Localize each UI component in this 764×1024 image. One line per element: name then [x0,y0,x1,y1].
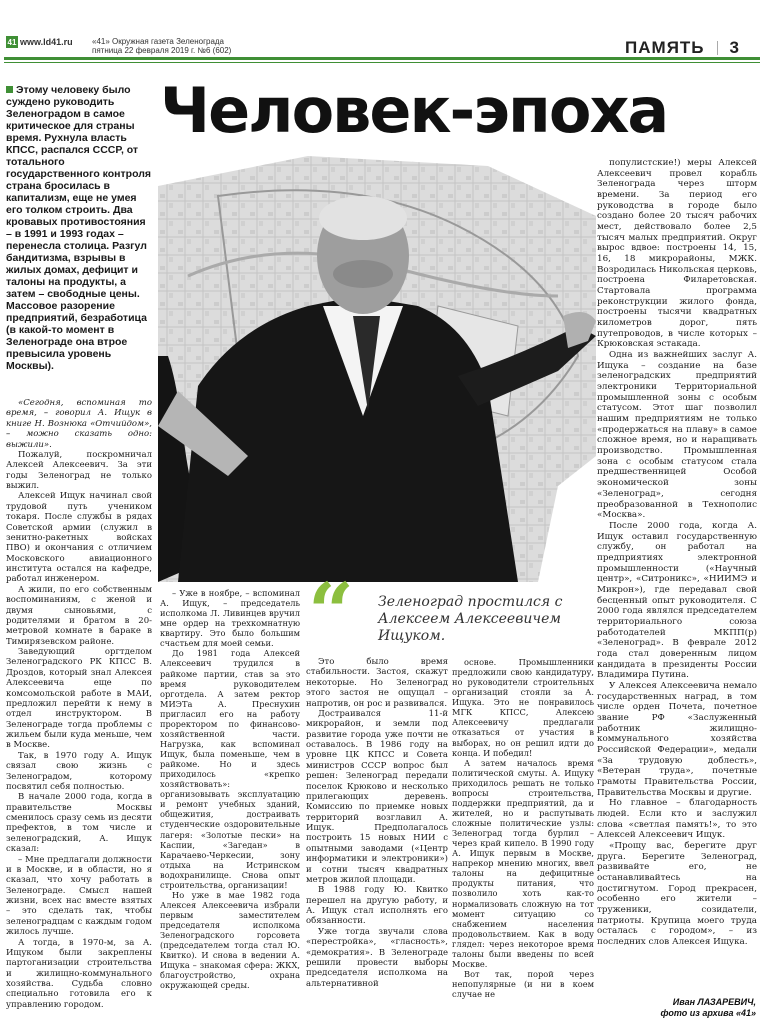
header-rule [4,57,760,60]
lead-text: Этому человеку было суждено руководить Зеленоградом в самое критическое для страны время. Рухнула власть КПСС, распался СССР, от тотального государственного контроля страна бросилась в капитализм, еще не умея его толком строить. Два кровавых противостояния – в 1991 и 1993 годах – перенесла столица. Разгул бандитизма, взрывы в жилых домах, дефицит и талоны на продукты, а затем – свободные цены. Массовое разорение предприятий, безработица (в какой-то момент в Зеленограде она втрое превысила уровень Москвы). [6,84,152,372]
site-link[interactable] [6,36,73,48]
section-divider [717,41,718,55]
paragraph: После 2000 года, когда А. Ищук оставил государственную службу, он работал на предприятиях электронной промышленности («Научный центр», «Ситроникс», «НИИМЭ и Микрон»), где передавал свой бесценный опыт руководителя. С 2000 года являлся председателем территориального союза работодателей МКПП(р) «Зеленоград». В феврале 2012 года стал доверенным лицом кандидата в президенты России Владимира Путина. [597,520,757,681]
paragraph: основе. Промышленники предложили свою кандидатуру, но руководители строительных организаций стояли за А. Ищука. Это не понравилось МГК КПСС, Алексею Алексеевичу предлагали отказаться от участия в выборах, но он решил идти до конца. И победил! [452,657,594,758]
portrait-photo [158,156,596,582]
paragraph: Но главное – благодарность людей. Если кто и заслужил слова «светлая память!», то это Алексей Алексеевич Ищук. [597,798,757,841]
headline: Человек-эпоха [160,74,668,147]
paragraph: В 1988 году Ю. Квитко перешел на другую работу, и А. Ищук стал исполнять его обязанности. [306,885,448,927]
paragraph: популистские!) меры Алексей Алексеевич провел корабль Зеленограда через шторм времени. За период его руководства в городе было создано более 20 тысяч рабочих мест, действовало более 2,5 тысяч малых предприятий. Округ вырос вдвое: построены 14, 15, 16, 18 микрорайоны, МЖК. Возродилась Никольская церковь, построена Филаретовская. Стартовала программа реконструкции жилого фонда, построены тысячи квадратных километров дорог, пять путепроводов, в числе которых – Крюковская эстакада. [597,158,757,350]
paragraph: А затем началось время политической смуты. А. Ищуку приходилось решать не только вопросы строительства, поддержки предприятий, да и жителей, но и распутывать сложные политические узлы: Зеленоград тогда бурлил – через край кипело. В 1990 году А. Ищук первым в Москве, напрекор мнению многих, ввел талоны на дефицитные продукты питания, что позволило хоть как-то нормализовать сложную на тот момент ситуацию со снабжением населения продовольствием. Как в воду глядел: через некоторое время талоны были введены по всей Москве. [452,757,594,969]
column-2 [160,588,300,991]
paragraph: – Мне предлагали должности и в Москве, и в области, но я сказал, что хочу работать в Зеленограде. Смысл нашей жизни, всех нас вместе взятых – это сделать так, чтобы зеленоградцам с каждым годом жилось лучше. [6,854,152,938]
paragraph: У Алексея Алексеевича немало государственных наград, в том числе орден Почета, почетное звание РФ «Заслуженный работник жилищно-коммунального хозяйства Российской Федерации», медали «За трудовую доблесть», «Ветеран труда», почетные грамоты Правительства России, Правительства Москвы и другие. [597,680,757,798]
paragraph: Но уже в мае 1982 года Алексея Алексеевича избрали первым заместителем председателя исполкома Зеленоградского горсовета (председателем тогда стал Ю. Квитко). И снова в ведении А. Ищука – знакомая сфера: ЖКХ, благоустройство, охрана окружающей среды. [160,889,300,991]
paragraph: Достраивался 11-й микрорайон, и земли под развитие города уже почти не оставалось. В 1986 году на уровне ЦК КПСС и Совета министров СССР вопрос был решен: Зеленоград передали поселок Крюково и несколько прилегающих деревень. Комиссию по приемке новых территорий возглавил А. Ищук. Предполагалось построить 15 новых НИИ с опытными заводами («Центр информатики и электроники») и сотни тысяч квадратных метров жилой площади. [306,708,448,885]
section-heading [625,38,740,58]
paragraph: А жили, по его собственным воспоминаниям, с женой и двумя сыновьями, с родителями и братом в 20-метровой комнате в бараке в Тимирязевском районе. [6,584,152,647]
pull-quote-text: Зеленоград простился с Алексеем Алексеевичем Ищуком. [378,594,563,644]
photo-credit: фото из архива «41» [660,1008,756,1018]
paragraph: Вот так, порой через непопулярные (и ни в коем случае не [452,968,594,1000]
paper-name: «41» Окружная газета Зеленограда [92,37,225,46]
paragraph: А тогда, в 1970-м, за А. Ищуком были закреплены партоганизации строительства и жилищно-коммунального хозяйства. Судьба словно специально готовила его к управлению городом. [6,937,152,1010]
paragraph: Одна из важнейших заслуг А. Ищука – создание на базе зеленоградских предприятий электроники Территориальной промышленной зоны с особым статусом. Этот шаг позволил нашим предприятиям не только «продержаться на плаву» в самое сложное время, но и наращивать производство. Промышленная зона с особым статусом стала предшественницей Особой экономической зоны «Зеленоград», сегодня преобразованной в Технополис «Москва». [597,350,757,521]
newspaper-logo: 41 [7,37,17,47]
author-name: Иван ЛАЗАРЕВИЧ, [672,997,756,1007]
paragraph: До 1981 года Алексей Алексеевич трудился в райкоме партии, став за это время руководителем орготдела. А затем ректор МИЭТа А. Преснухин пригласил его на работу проректором по финансово-хозяйственной части. Нагрузка, как вспоминал Ищук, была поменьше, чем в райкоме. Но и здесь приходилось «крепко хозяйствовать»: организовывать эксплуатацию и ремонт учебных зданий, общежития, достраивать студенческие оздоровительные лагеря: «Золотые пески» на Каспии, «Загедан» в Карачаево-Черкесии, зону отдыха на Истринском водохранилище. Снова опыт строительства, организации! [160,648,300,890]
issue-date: пятница 22 февраля 2019 г. №6 (602) [92,46,232,55]
section-title: ПАМЯТЬ [625,38,705,57]
column-4 [452,657,594,999]
paragraph: Это было время стабильности. Застоя, скажут некоторые. Но Зеленоград этого застоя не ощущал – напротив, он рос и развивался. [306,657,448,709]
column-1 [6,398,152,1010]
page-number: 3 [729,38,740,57]
pull-quote [306,565,600,659]
paragraph: Алексей Ищук начинал свой трудовой путь учеником токаря. После службы в рядах Советской армии (служил в зенитно-ракетных войсках ПВО) и окончания с отличием Московского авиационного института остался на кафедре, работал инженером. [6,491,152,585]
paragraph: Заведующий оргтделом Зеленоградского РК КПСС В. Дроздов, который знал Алексея Алексеевича еще по комсомольской работе в МАИ, предложил перейти к нему в отдел инструктором. В Зеленограде тогда проблемы с жильем были куда меньше, чем в Москве. [6,647,152,751]
paragraph: Так, в 1970 году А. Ищук связал свою жизнь с Зеленоградом, которому посвятил себя полностью. [6,750,152,792]
byline [660,997,756,1019]
paragraph: Пожалуй, поскромничал Алексей Алексеевич. За эти годы Зеленоград не только выжил. [6,449,152,491]
column-right [597,158,757,948]
column-3 [306,657,448,989]
page-header [0,0,764,64]
site-url[interactable]: www.ld41.ru [20,37,73,47]
paragraph: «Сегодня, вспоминая то время, – говорил А. Ищук в книге Н. Вознюка «Отчийдом», – можно сказать одно: выжили». [6,398,152,450]
paper-info [92,37,231,55]
paragraph: В начале 2000 года, когда в правительстве Москвы сменилось сразу семь из десяти префектов, в том числе и зеленоградский, А. Ищук сказал: [6,792,152,855]
lead-marker [6,86,13,93]
paragraph: «Прощу вас, берегите друг друга. Берегите Зеленоград, развивайте его, не останавливайтесь на достигнутом. Город прекрасен, особенно его жители – труженики, созидатели, патриоты. Крупица моего труда осталась с городом», – из последних слов Алексея Ищука. [597,841,757,948]
paragraph: – Уже в ноябре, – вспоминал А. Ищук, – председатель исполкома Л. Ливинцев вручил мне ордер на трехкомнатную квартиру. Это было большим счастьем для моей семьи. [160,588,300,649]
quote-mark-icon: “ [308,565,355,659]
paragraph: Уже тогда звучали слова «перестройка», «гласность», «демократия». В Зеленограде решили провести выборы председателя исполкома на альтернативной [306,926,448,989]
lead-paragraph [6,84,152,372]
